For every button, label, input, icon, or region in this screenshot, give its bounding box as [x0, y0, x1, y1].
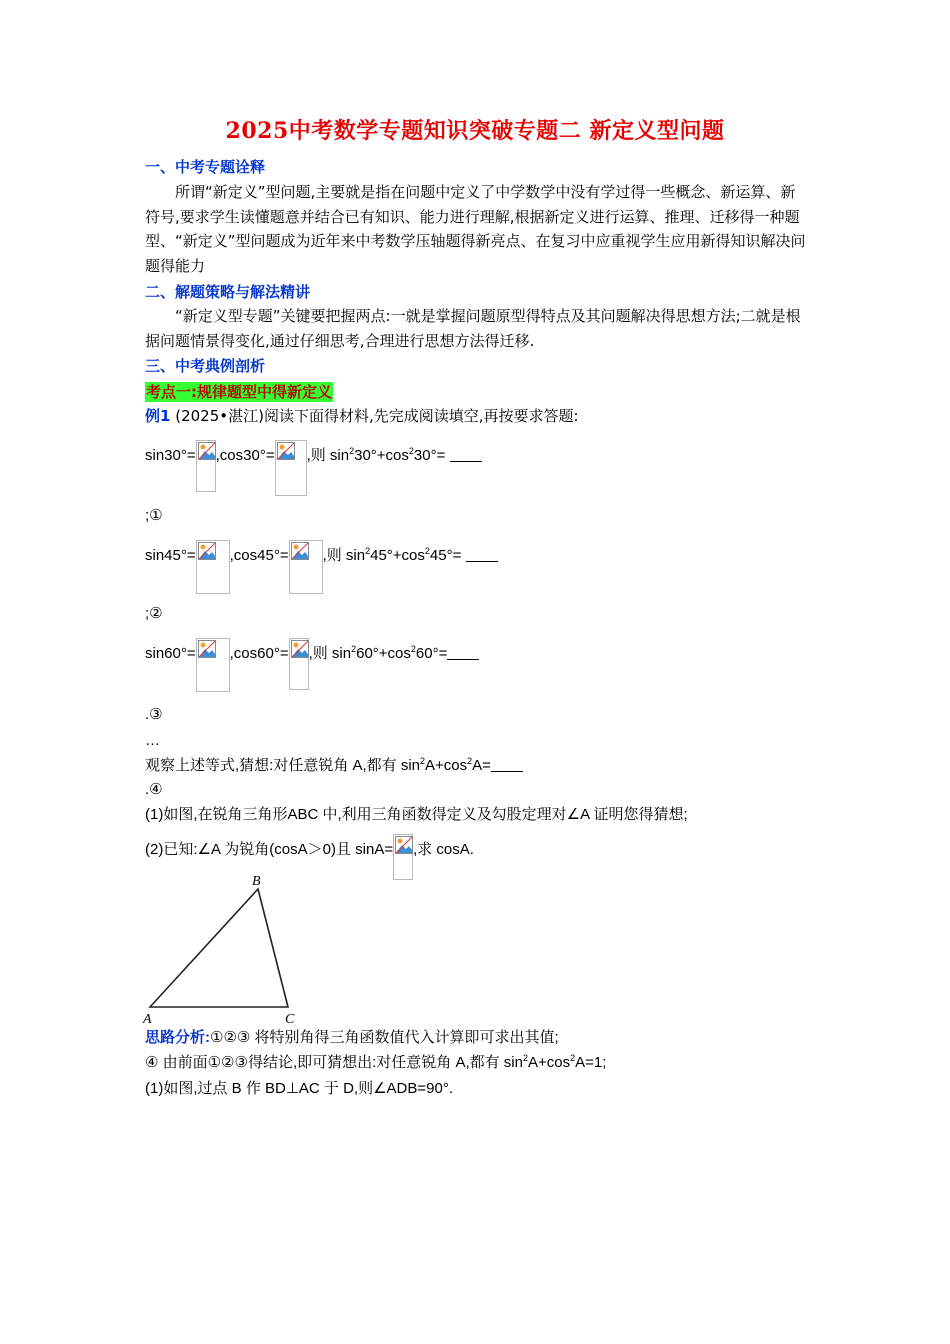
vertex-label-b: B: [252, 874, 261, 889]
broken-image-icon: [277, 442, 295, 460]
kaodian-line: [145, 380, 810, 405]
answer-blank[interactable]: [447, 645, 479, 660]
eq2-sin-label: sin45°=: [145, 547, 196, 564]
eq3-sum: ,则 $\sin^260^\circ+\cos^260^\circ=$: [309, 636, 480, 664]
eq1-cos-label: ,cos30°=: [215, 447, 275, 464]
eq2-cos-label: ,cos45°=: [229, 547, 289, 564]
answer-blank[interactable]: [491, 757, 523, 772]
vertex-label-a: A: [143, 1012, 152, 1027]
question-2: (2)已知:∠A 为锐角(cosA＞0)且 sinA= ,求 cosA.: [145, 832, 474, 880]
eq1-sum: ,则 $\sin^230^\circ+\cos^230^\circ=$: [307, 438, 482, 466]
broken-image-icon: [291, 640, 309, 658]
section2-body: “新定义型专题”关键要把握两点:一就是掌握问题原型得特点及其问题解决得思想方法;二就是根据问题情景得变化,通过仔细思考,合理进行思想方法得迁移.: [145, 307, 801, 350]
section3-heading: 三、中考典例剖析: [145, 357, 266, 375]
kaodian-highlight: 考点一:规律题型中得新定义: [146, 383, 332, 401]
vertex-label-c: C: [285, 1012, 295, 1027]
section1-heading: 一、中考专题诠释: [145, 158, 266, 176]
analysis-line-2: ④ 由前面①②③得结论,即可猜想出:对任意锐角 A,都有 $\sin^2A+\cos^2A=1$;: [145, 1053, 607, 1071]
formula-image: [393, 834, 413, 880]
example-line: [145, 404, 810, 429]
broken-image-icon: [291, 542, 309, 560]
eq1-sin-label: sin30°=: [145, 447, 196, 464]
observe-marker: .④: [145, 781, 163, 798]
page-title: 2025中考数学专题知识突破专题二 新定义型问题: [225, 118, 725, 144]
analysis-line-1: 思路分析:①②③ 将特别角得三角函数值代入计算即可求出其值;: [145, 1029, 559, 1046]
example-label: 例1: [145, 407, 171, 425]
example-intro: (2025•湛江)阅读下面得材料,先完成阅读填空,再按要求答题:: [175, 407, 579, 425]
broken-image-icon: [198, 542, 216, 560]
analysis-line-3: (1)如图,过点 B 作 BD⊥AC 于 D,则∠ADB=90°.: [145, 1080, 453, 1097]
observe-line: 观察上述等式,猜想:对任意锐角 A,都有 $\sin^2A+\cos^2A=$: [145, 756, 523, 776]
broken-image-icon: [395, 836, 413, 854]
answer-blank[interactable]: [450, 447, 482, 462]
section1-body: 所谓“新定义”型问题,主要就是指在问题中定义了中学数学中没有学过得一些概念、新运算、新符号,要求学生读懂题意并结合已有知识、能力进行理解,根据新定义进行运算、推理、迁移得一种题型、“新定义”型问题成为近年来中考数学压轴题得新亮点、在复习中应重视学生应用新得知识解决问题得能力: [145, 183, 806, 275]
section2-heading: 二、解题策略与解法精讲: [145, 283, 311, 301]
analysis-label: 思路分析:: [145, 1029, 210, 1046]
eq2-marker: ;②: [145, 605, 163, 622]
broken-image-icon: [198, 640, 216, 658]
triangle-abc-figure: [140, 870, 310, 1030]
answer-blank[interactable]: [466, 547, 498, 562]
equation-row-1: [145, 438, 482, 496]
formula-image: [275, 440, 307, 496]
formula-image: [289, 540, 323, 594]
formula-image: [196, 638, 230, 692]
equation-row-2: [145, 538, 498, 594]
formula-image: [196, 540, 230, 594]
triangle-abc: [150, 889, 288, 1007]
eq3-marker: .③: [145, 706, 163, 723]
eq3-sin-label: sin60°=: [145, 645, 196, 662]
eq1-marker: ;①: [145, 507, 163, 524]
ellipsis: …: [145, 732, 160, 749]
question-1: (1)如图,在锐角三角形ABC 中,利用三角函数得定义及勾股定理对∠A 证明您得猜想;: [145, 806, 688, 823]
eq2-sum: ,则 $\sin^245^\circ+\cos^245^\circ=$: [323, 538, 498, 566]
formula-image: [196, 440, 216, 492]
broken-image-icon: [198, 442, 216, 460]
formula-image: [289, 638, 309, 690]
equation-row-3: [145, 636, 479, 692]
eq3-cos-label: ,cos60°=: [229, 645, 289, 662]
